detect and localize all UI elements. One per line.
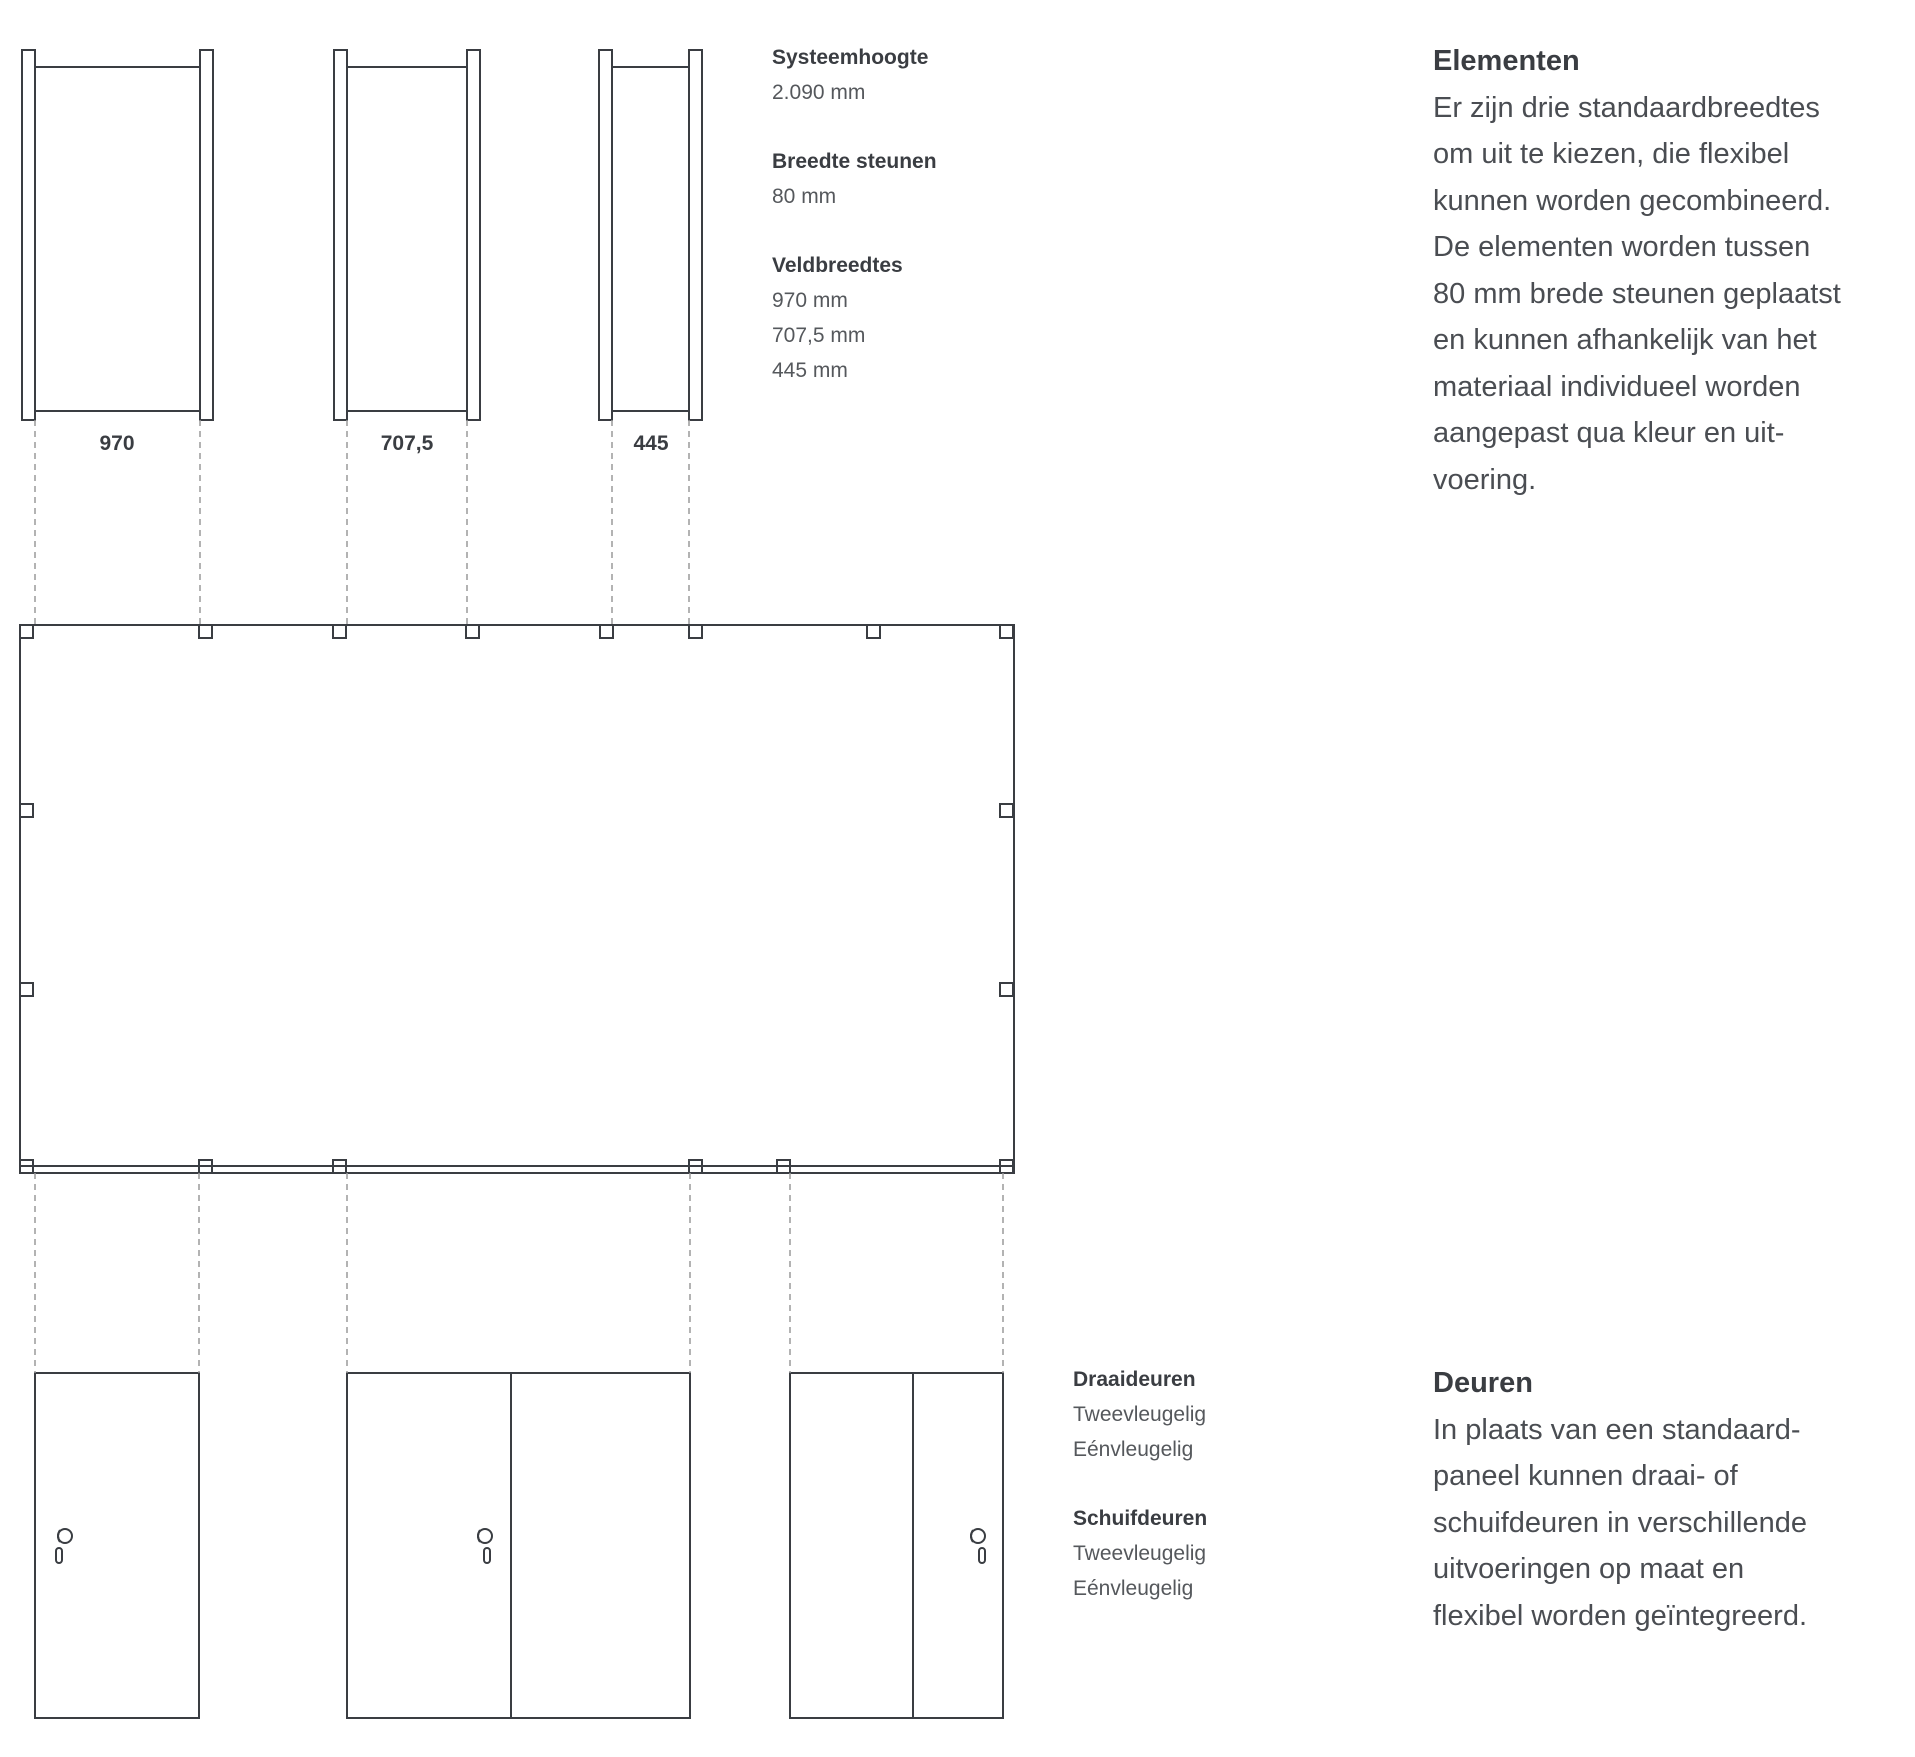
panel-970-field bbox=[35, 67, 200, 411]
door-single-swing bbox=[35, 1373, 199, 1718]
width-label-445: 445 bbox=[633, 432, 669, 455]
spec-heading: Systeemhoogte bbox=[772, 46, 929, 69]
door-sliding-frame bbox=[790, 1373, 1003, 1718]
door-handle-icon bbox=[56, 1529, 72, 1563]
spec-value: 2.090 mm bbox=[772, 81, 866, 104]
spec-value: 970 mm bbox=[772, 289, 848, 312]
spec-value: Eénvleugelig bbox=[1073, 1438, 1194, 1461]
panel-445 bbox=[599, 50, 702, 420]
panel-445-field bbox=[612, 67, 689, 411]
panel-970-right-post bbox=[200, 50, 213, 420]
spec-value: Tweevleugelig bbox=[1073, 1403, 1207, 1426]
spec-heading: Veldbreedtes bbox=[772, 254, 903, 277]
width-label-970: 970 bbox=[99, 432, 135, 455]
elements-description bbox=[1433, 38, 1893, 503]
panel-970 bbox=[22, 50, 213, 420]
spec-value: 80 mm bbox=[772, 185, 837, 208]
doors-body: In plaats van een standaard- paneel kunnen draai- of schuifdeuren in verschillende uitvoeringen op maat en flexibel worden geïntegreerd. bbox=[1433, 1413, 1808, 1632]
panel-707-5-field bbox=[347, 67, 467, 411]
door-handle-icon bbox=[478, 1529, 492, 1563]
floor-plan-side-posts bbox=[20, 804, 1013, 996]
doors-spec bbox=[1073, 1362, 1207, 1606]
doors-description bbox=[1433, 1360, 1893, 1639]
spec-value: Eénvleugelig bbox=[1073, 1577, 1194, 1600]
door-double-swing-frame bbox=[347, 1373, 690, 1718]
width-label-707-5: 707,5 bbox=[380, 432, 434, 455]
elements-title: Elementen bbox=[1433, 45, 1580, 77]
panel-970-left-post bbox=[22, 50, 35, 420]
panel-707-5-left-post bbox=[334, 50, 347, 420]
door-double-swing bbox=[347, 1373, 690, 1718]
door-handle-icon bbox=[971, 1529, 985, 1563]
panel-707-5-right-post bbox=[467, 50, 480, 420]
door-sliding bbox=[790, 1373, 1003, 1718]
floor-plan-outline bbox=[20, 625, 1014, 1173]
spec-value: Tweevleugelig bbox=[1073, 1542, 1207, 1565]
floor-plan bbox=[20, 625, 1014, 1173]
door-single-swing-frame bbox=[35, 1373, 199, 1718]
projection-lines bbox=[35, 420, 1003, 1373]
spec-heading: Draaideuren bbox=[1073, 1368, 1196, 1391]
spec-heading: Schuifdeuren bbox=[1073, 1507, 1208, 1530]
floor-plan-top-posts bbox=[20, 625, 1013, 638]
panel-707-5 bbox=[334, 50, 480, 420]
elements-spec bbox=[772, 40, 937, 388]
doors-title: Deuren bbox=[1433, 1367, 1533, 1399]
spec-heading: Breedte steunen bbox=[772, 150, 937, 173]
spec-value: 445 mm bbox=[772, 359, 848, 382]
spec-value: 707,5 mm bbox=[772, 324, 866, 347]
elements-body: Er zijn drie standaardbreedtes om uit te kiezen, die flexibel kunnen worden gecombineerd. De elementen worden tussen 80 mm brede steunen geplaatst en kunnen afhankelijk van het materiaal individueel worden aangepast qua kleur en uit- voering. bbox=[1433, 91, 1841, 496]
panel-445-left-post bbox=[599, 50, 612, 420]
panel-445-right-post bbox=[689, 50, 702, 420]
